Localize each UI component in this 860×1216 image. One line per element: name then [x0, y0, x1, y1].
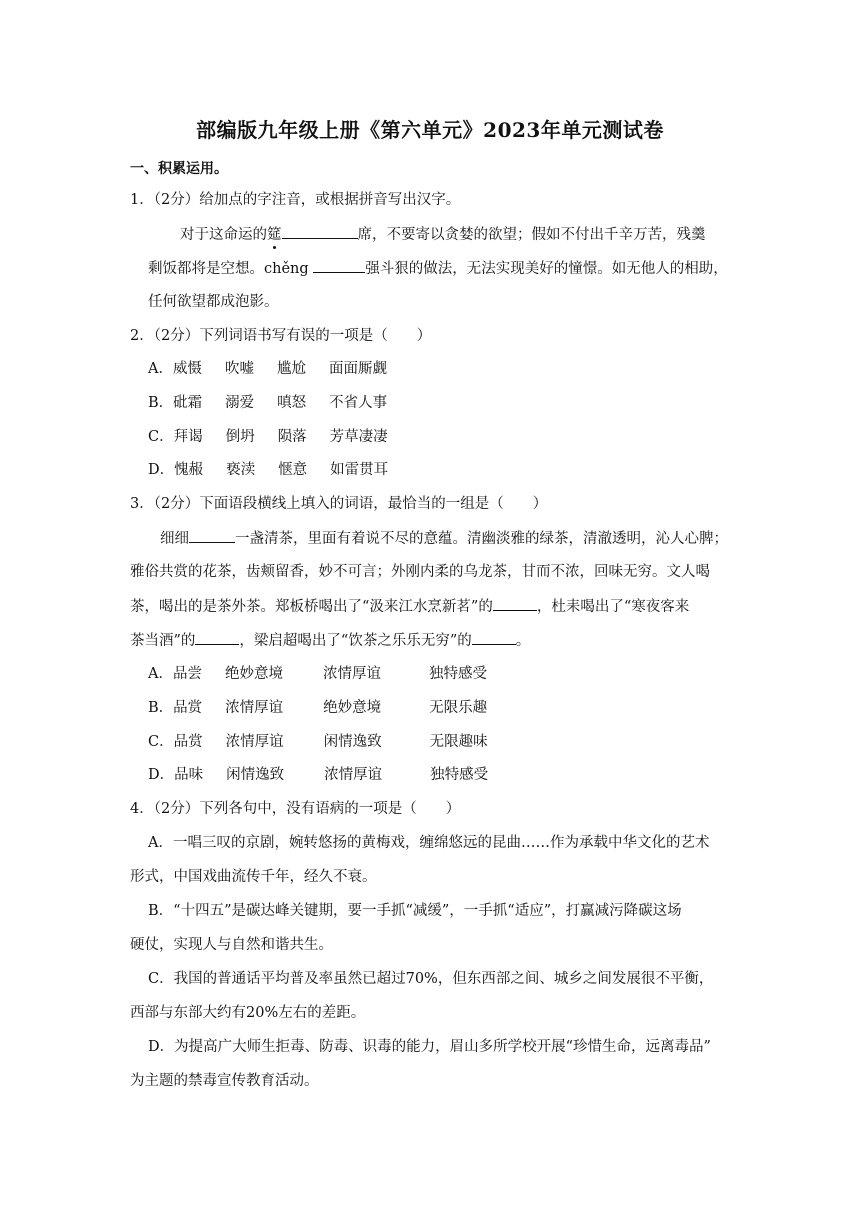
q4-option-b-line-2: 硬仗，实现人与自然和谐共生。: [130, 937, 333, 953]
q3-option-a[interactable]: [148, 664, 487, 684]
question-1-line-1: [180, 224, 706, 245]
option-word: 浓情厚谊: [225, 734, 284, 750]
q2-option-b[interactable]: [148, 393, 387, 413]
q1-text: 席，不要寄以贪婪的欲望；假如不付出千辛万苦，残羹: [357, 227, 706, 243]
q3-option-b[interactable]: [148, 698, 487, 718]
option-word: 倒坍: [225, 429, 255, 445]
option-word: 尴尬: [276, 361, 306, 377]
question-3-line-4: [130, 630, 530, 651]
answer-blank[interactable]: [313, 258, 365, 273]
option-word: 芳草凄凄: [329, 429, 388, 445]
answer-blank[interactable]: [282, 224, 358, 239]
option-word: 闲情逸致: [323, 734, 382, 750]
option-label: C．: [148, 734, 174, 750]
question-3-line-2: 雅俗共赏的花茶，齿颊留香，妙不可言；外刚内柔的乌龙茶，甘而不浓，回味无穷。文人喝: [130, 564, 710, 580]
q4-option-d-line-2: 为主题的禁毒宣传教育活动。: [130, 1073, 319, 1089]
option-word: 绝妙意境: [224, 666, 283, 682]
option-word: 独特感受: [430, 767, 489, 783]
q2-option-a[interactable]: [148, 359, 387, 379]
q3-text: 茶，喝出的是茶外茶。郑板桥喝出了“汲来江水烹新茗”的: [130, 599, 493, 615]
option-word: 品味: [174, 767, 204, 783]
option-word: 陨落: [277, 429, 307, 445]
q4-option-d-line-1[interactable]: D．为提高广大师生拒毒、防毒、识毒的能力，眉山多所学校开展“珍惜生命，远离毒品”: [148, 1039, 711, 1055]
q3-text: ，杜耒喝出了“寒夜客来: [536, 599, 690, 615]
question-1-line-2: [148, 258, 728, 279]
q1-text: 强斗狠的做法，无法实现美好的憧憬。如无他人的相助，: [365, 261, 728, 277]
option-word: 绝妙意境: [323, 700, 382, 716]
q3-text: 一盏清茶，里面有着说不尽的意蕴。清幽淡雅的绿茶，清澈透明，沁人心脾；: [235, 531, 728, 547]
option-word: 品尝: [172, 666, 202, 682]
option-label: C．: [148, 429, 174, 445]
dotted-char: 筵: [267, 227, 282, 243]
option-label: B．: [148, 700, 174, 716]
q2-option-d[interactable]: [148, 460, 388, 480]
q3-text: 。: [515, 633, 531, 649]
q1-text: 对于这命运的: [180, 227, 267, 243]
option-label: D．: [148, 462, 175, 478]
option-word: 不省人事: [329, 395, 388, 411]
option-label: D．: [148, 767, 175, 783]
answer-blank[interactable]: [493, 596, 537, 611]
option-word: 面面厮觑: [328, 361, 387, 377]
option-word: 品赏: [173, 700, 203, 716]
option-word: 独特感受: [428, 666, 487, 682]
q1-text: 剩饭都将是空想。chěng: [148, 261, 314, 277]
option-label: B．: [148, 395, 174, 411]
q4-option-c-line-1[interactable]: C．我国的普通话平均普及率虽然已超过70%，但东西部之间、城乡之间发展很不平衡，: [148, 971, 714, 987]
question-1-line-3: 任何欲望都成泡影。: [148, 294, 279, 310]
q3-option-d[interactable]: [148, 765, 488, 785]
question-3-line-1: [160, 528, 728, 549]
option-label: A．: [148, 361, 173, 377]
answer-blank[interactable]: [472, 630, 516, 645]
q4-option-a-line-1[interactable]: A．一唱三叹的京剧，婉转悠扬的黄梅戏，缠绵悠远的昆曲……作为承载中华文化的艺术: [148, 835, 710, 851]
q4-option-c-line-2: 西部与东部大约有20%左右的差距。: [130, 1005, 366, 1021]
page-title: 部编版九年级上册《第六单元》2023年单元测试卷: [196, 118, 664, 142]
option-word: 闲情逸致: [226, 767, 285, 783]
option-word: 浓情厚谊: [322, 666, 381, 682]
q3-text: 细细: [160, 531, 189, 547]
q4-option-b-line-1[interactable]: B．“十四五”是碳达峰关键期，要一手抓“减缓”，一手抓“适应”，打赢减污降碳这场: [148, 903, 682, 919]
q3-text: ，梁启超喝出了“饮茶之乐乐无穷”的: [239, 633, 472, 649]
question-1-head: 1．（2分）给加点的字注音，或根据拼音写出汉字。: [130, 192, 461, 208]
q3-option-c[interactable]: [148, 732, 488, 752]
option-word: 惬意: [278, 462, 308, 478]
option-word: 吹嘘: [224, 361, 254, 377]
q2-option-c[interactable]: [148, 427, 388, 447]
answer-blank[interactable]: [189, 528, 235, 543]
option-word: 亵渎: [226, 462, 256, 478]
option-word: 品赏: [173, 734, 203, 750]
q3-text: 茶当酒”的: [130, 633, 196, 649]
section-heading: 一、积累运用。: [130, 161, 228, 177]
question-3-line-3: [130, 596, 689, 617]
option-word: 拜谒: [173, 429, 203, 445]
question-3-head: 3．（2分）下面语段横线上填入的词语，最恰当的一组是（ ）: [130, 496, 548, 512]
question-4-head: 4．（2分）下列各句中，没有语病的一项是（ ）: [130, 801, 461, 817]
option-word: 溺爱: [225, 395, 255, 411]
option-word: 浓情厚谊: [225, 700, 284, 716]
q4-option-a-line-2: 形式，中国戏曲流传千年，经久不衰。: [130, 869, 377, 885]
option-word: 浓情厚谊: [324, 767, 383, 783]
option-word: 嗔怒: [277, 395, 307, 411]
option-word: 砒霜: [173, 395, 203, 411]
option-word: 无限趣味: [429, 734, 488, 750]
option-label: A．: [148, 666, 173, 682]
option-word: 愧赧: [174, 462, 204, 478]
answer-blank[interactable]: [195, 630, 239, 645]
option-word: 如雷贯耳: [330, 462, 389, 478]
option-word: 无限乐趣: [429, 700, 488, 716]
question-2-head: 2．（2分）下列词语书写有误的一项是（ ）: [130, 328, 432, 344]
option-word: 威慑: [172, 361, 202, 377]
